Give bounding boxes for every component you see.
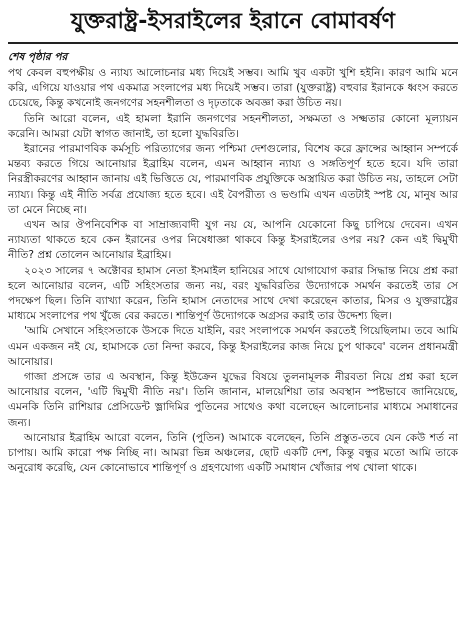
article-paragraph: 'আমি সেখানে সহিংসতাকে উসকে দিতে যাইনি, বরং সংলাপকে সমর্থন করতেই গিয়েছিলাম। তবে আমি এমন একজন নই যে, হামাসকে তো নিন্দা করবে, কিন্তু ইসরাইলের কাজ নিয়ে চুপ থাকবে' বলেন প্রধানমন্ত্রী আনোয়ার। xyxy=(8,325,458,368)
article-paragraph: এখন আর ঔপনিবেশিক বা সাম্রাজ্যবাদী যুগ নয় যে, আপনি যেকোনো কিছু চাপিয়ে দেবেন। এখন ন্যায্যতা থাকতে হবে কেন ইরানের ওপর নিষেধাজ্ঞা থাকবে কিন্তু ইসরাইলের ওপর নয়? কেন এই দ্বিমুখী নীতি? প্রশ্ন তোলেন আনোয়ার ইব্রাহিম। xyxy=(8,219,458,262)
article-paragraph: আনোয়ার ইব্রাহিম আরো বলেন, তিনি (পুতিন) আমাকে বলেছেন, তিনি প্রস্তুত-তবে যেন কেউ শর্ত না চাপায়। আমি কারো পক্ষ নিচ্ছি না। আমরা ভিন্ন অঞ্চলের, ছোট একটি দেশ, কিন্তু বন্ধুর মতো আমি তাকে অনুরোধ করেছি, যেন কোনোভাবে শান্তিপূর্ণ ও গ্রহণযোগ্য একটি সমাধান খোঁজার পথ খোলা থাকে। xyxy=(8,431,458,475)
article-paragraph: ২০২৩ সালের ৭ অক্টোবর হামাস নেতা ইসমাইল হানিয়ের সাথে যোগাযোগ করার সিদ্ধান্ত নিয়ে প্রশ্ন করা হলে আনোয়ার বলেন, এটি সহিংসতার জন্য নয়, বরং যুদ্ধবিরতির উদ্যোগকে সমর্থন করতেই তার সে পদক্ষেপ ছিল। তিনি ব্যাখ্যা করেন, তিনি হামাস নেতাদের সাথে দেখা করেছেন কাতার, মিসর ও যুক্তরাষ্ট্রের মাধ্যমে সংলাপের পথ খুঁজে বের করতে। শান্তিপূর্ণ উদ্যোগকে অগ্রসর করাই তার উদ্দেশ্য ছিল। xyxy=(8,264,459,323)
article-paragraph: ইরানের পারমাণবিক কর্মসূচি পরিত্যাগের জন্য পশ্চিমা দেশগুলোর, বিশেষ করে ফ্রান্সের আহ্বান সম্পর্কে মন্তব্য করতে গিয়ে আনোয়ার ইব্রাহিম বলেন, এমন আহ্বান ন্যায্য ও সঙ্গতিপূর্ণ হতে হবে। যদি তারা নিরস্ত্রীকরণের আহ্বান জানায় এই ভিত্তিতে যে, পারমাণবিক প্রযুক্তিকে অস্ত্রায়িত করা উচিত নয়, তাহলে সেটা ন্যায্য। কিন্তু এই নীতি সর্বত্র প্রযোজ্য হতে হবে। এই বৈপরীত্য ও ভণ্ডামি এখন এতটাই স্পষ্ট যে, মানুষ আর তা মেনে নিচ্ছে না। xyxy=(8,143,458,216)
headline: যুক্তরাষ্ট্র-ইসরাইলের ইরানে বোমাবর্ষণ xyxy=(8,4,458,44)
article-paragraph: গাজা প্রসঙ্গে তার এ অবস্থান, কিন্তু ইউক্রেন যুদ্ধের বিষয়ে তুলনামূলক নীরবতা নিয়ে প্রশ্ন করা হলে আনোয়ার বলেন, 'এটি দ্বিমুখী নীতি নয়'। তিনি জানান, মালয়েশিয়া তার অবস্থান স্পষ্টভাবে জানিয়েছে, এমনকি তিনি রাশিয়ার প্রেসিডেন্ট ভ্লাদিমির পুতিনের সাথেও কথা বলেছেন আলোচনার মাধ্যমে সমাধানের জন্য। xyxy=(8,371,458,429)
article-paragraph: তিনি আরো বলেন, এই হামলা ইরানি জনগণের সহনশীলতা, সক্ষমতা ও সক্ষ্মতার কোনো মূল্যায়ন করেনি। আমরা যেটা স্বাগত জানাই, তা হলো যুদ্ধবিরতি। xyxy=(8,112,458,140)
article-paragraph: পথ কেবল বহুপক্ষীয় ও ন্যায্য আলোচনার মধ্য দিয়েই সম্ভব। আমি খুব একটা খুশি হইনি। কারণ আমি মনে করি, এগিয়ে যাওয়ার পথ একমাত্র সংলাপের মধ্য দিয়েই সম্ভব। তারা (যুক্তরাষ্ট্র) বহুবার ইরানকে ধ্বংস করতে চেয়েছে, কিন্তু কখনোই জনগণের সহনশীলতা ও দৃঢ়তাকে অবজ্ঞা করা উচিত নয়। xyxy=(8,67,458,110)
article-body xyxy=(8,66,458,476)
continued-from-label: শেষ পৃষ্ঠার পর xyxy=(8,51,68,63)
